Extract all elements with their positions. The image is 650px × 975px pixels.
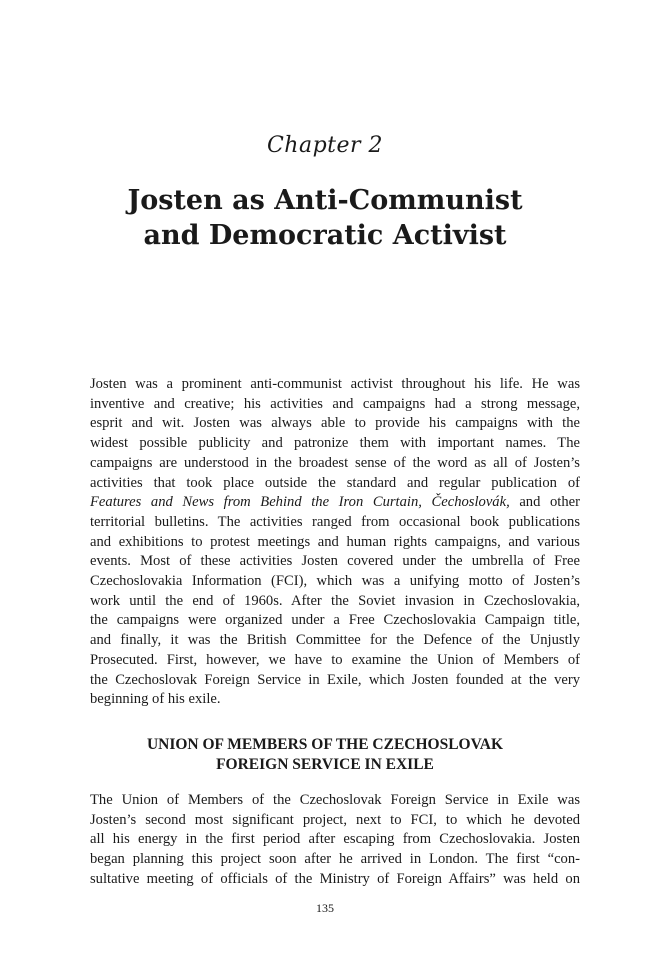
text-line: territorial bulletins. The activities ranged from occasional book publications — [90, 513, 580, 530]
text-line: widest possible publicity and patronize them with important names. The — [90, 435, 580, 452]
text-line: Czechoslovakia Information (FCI), which was a unifying motto of Josten’s — [90, 573, 580, 590]
text-line: campaigns are understood in the broadest sense of the word as all of Josten’s — [90, 454, 580, 471]
text-line: and finally, it was the British Committee for the Defence of the Unjustly — [90, 632, 580, 649]
text-line: events. Most of these activities Josten covered under the umbrella of Free — [90, 553, 580, 570]
chapter-title-line: and Democratic Activist — [143, 220, 507, 251]
text-line: esprit and wit. Josten was always able to provide his campaigns with the — [90, 415, 580, 432]
text-line-with-italics — [90, 493, 580, 513]
intro-paragraph — [90, 375, 580, 710]
text-line: began planning this project soon after he arrived in London. The first “con- — [90, 851, 580, 868]
text-line: the Czechoslovak Foreign Service in Exile, which Josten founded at the very — [90, 671, 580, 688]
text-line: Josten was a prominent anti-communist activist throughout his life. He was — [90, 376, 580, 392]
italic-title: Features and News from Behind the Iron Curtain, — [90, 494, 422, 511]
text-line: work until the end of 1960s. After the Soviet invasion in Czechoslovakia, — [90, 592, 580, 609]
text-line: The Union of Members of the Czechoslovak Foreign Service in Exile was — [90, 792, 580, 808]
chapter-label: Chapter 2 — [266, 133, 384, 158]
section-heading — [0, 735, 650, 775]
section-paragraph — [90, 791, 580, 890]
text-line: and exhibitions to protest meetings and human rights campaigns, and various — [90, 533, 580, 550]
italic-title: Čechoslovák, — [431, 494, 510, 511]
text-line: the campaigns were organized under a Free Czechoslovakia Campaign title, — [90, 612, 580, 629]
text-fragment — [422, 494, 432, 510]
chapter-title — [0, 183, 650, 253]
section-heading-line: UNION OF MEMBERS OF THE CZECHOSLOVAK — [146, 736, 504, 753]
text-line: Prosecuted. First, however, we have to examine the Union of Members of — [90, 651, 580, 668]
text-line: beginning of his exile. — [90, 691, 221, 708]
text-fragment: and other — [509, 494, 580, 511]
chapter-title-line: Josten as Anti-Communist — [127, 185, 523, 216]
text-line: Josten’s second most significant project, next to FCI, to which he devoted — [90, 811, 580, 828]
text-line: activities that took place outside the standard and regular publication of — [90, 474, 580, 491]
text-line: inventive and creative; his activities and campaigns had a strong message, — [90, 395, 580, 412]
page-number: 135 — [316, 901, 334, 915]
section-heading-line: FOREIGN SERVICE IN EXILE — [216, 756, 434, 773]
text-line: sultative meeting of officials of the Ministry of Foreign Affairs” was held on — [90, 870, 580, 887]
text-line: all his energy in the first period after escaping from Czechoslovakia. Josten — [90, 831, 580, 848]
